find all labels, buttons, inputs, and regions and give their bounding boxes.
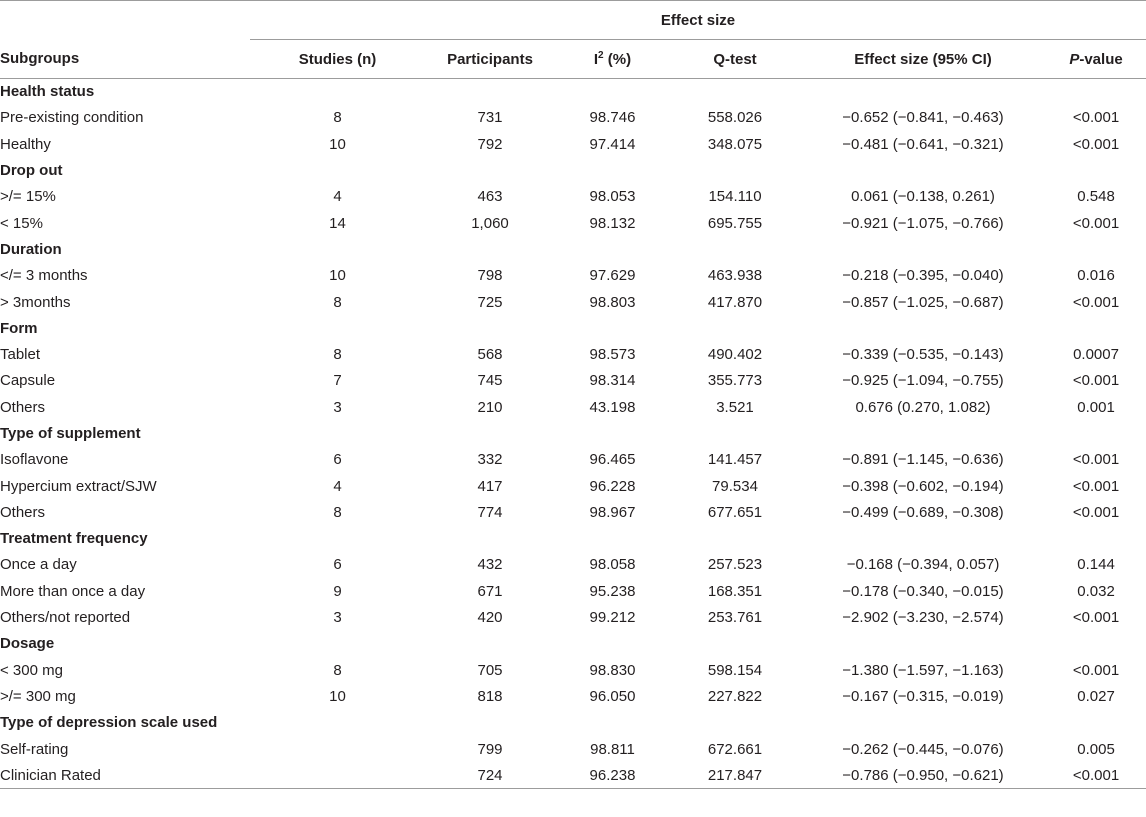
table-body <box>0 79 1146 789</box>
cell-effect-size-ci: −0.262 (−0.445, −0.076) <box>842 740 1004 758</box>
table-row <box>0 394 1146 420</box>
cell-effect-size-ci: −0.925 (−1.094, −0.755) <box>842 372 1004 390</box>
cell-q-test: 417.870 <box>707 293 763 311</box>
group-title: Duration <box>0 240 62 258</box>
header-top-row <box>0 1 1146 40</box>
cell-participants: 463 <box>477 188 503 206</box>
cell-p-value: 0.027 <box>1077 687 1115 705</box>
cell-participants: 432 <box>477 556 503 574</box>
cell-effect-size-ci: −0.921 (−1.075, −0.766) <box>842 214 1004 232</box>
cell-effect-size-ci: −0.652 (−0.841, −0.463) <box>842 109 1004 127</box>
table-row <box>0 184 1146 210</box>
table-row <box>0 263 1146 289</box>
cell-q-test: 598.154 <box>707 661 763 679</box>
cell-participants: 724 <box>425 762 555 788</box>
table-row <box>0 210 1146 236</box>
group-header-row <box>0 236 1146 262</box>
cell-effect-size-ci: −0.218 (−0.395, −0.040) <box>842 267 1004 285</box>
cell-studies: 6 <box>333 451 342 469</box>
cell-subgroup: Isoflavone <box>0 451 69 469</box>
cell-i2: 98.830 <box>589 661 636 679</box>
cell-subgroup: Others/not reported <box>0 609 131 627</box>
i2-unit: (%) <box>603 50 632 68</box>
cell-p-value: <0.001 <box>1072 503 1120 521</box>
cell-p-value: <0.001 <box>1072 451 1120 469</box>
table-row <box>0 289 1146 315</box>
cell-p-value: <0.001 <box>1072 135 1120 153</box>
cell-studies: 4 <box>333 477 342 495</box>
cell-i2: 98.803 <box>589 293 636 311</box>
table-row <box>0 736 1146 762</box>
cell-studies: 8 <box>333 293 342 311</box>
cell-subgroup: < 15% <box>0 214 43 232</box>
cell-i2: 43.198 <box>589 398 636 416</box>
cell-participants: 705 <box>477 661 503 679</box>
cell-i2: 98.132 <box>589 214 636 232</box>
col-header-i2 <box>555 40 670 79</box>
cell-participants: 568 <box>477 346 503 364</box>
cell-studies: 10 <box>329 687 346 705</box>
cell-studies <box>250 736 425 762</box>
cell-subgroup: Healthy <box>0 135 51 153</box>
cell-studies: 10 <box>329 267 346 285</box>
cell-q-test: 3.521 <box>716 398 754 416</box>
cell-p-value: 0.032 <box>1077 582 1115 600</box>
cell-i2: 98.811 <box>590 740 635 758</box>
cell-subgroup: More than once a day <box>0 582 146 600</box>
group-title: Type of depression scale used <box>0 714 218 732</box>
cell-studies: 8 <box>333 346 342 364</box>
cell-subgroup: Others <box>0 503 46 521</box>
cell-i2: 99.212 <box>589 609 636 627</box>
cell-effect-size-ci: −0.398 (−0.602, −0.194) <box>842 477 1004 495</box>
cell-participants: 671 <box>477 582 503 600</box>
cell-participants: 332 <box>477 451 503 469</box>
cell-studies: 14 <box>329 214 346 232</box>
cell-q-test: 490.402 <box>707 346 763 364</box>
cell-q-test: 253.761 <box>707 609 763 627</box>
cell-effect-size-ci: −0.168 (−0.394, 0.057) <box>846 556 1000 574</box>
cell-i2: 96.465 <box>589 451 636 469</box>
cell-effect-size-ci: −1.380 (−1.597, −1.163) <box>842 661 1004 679</box>
group-header-row <box>0 526 1146 552</box>
cell-p-value: 0.548 <box>1077 188 1115 206</box>
cell-p-value: 0.001 <box>1077 398 1115 416</box>
column-header-row <box>0 40 1146 79</box>
cell-studies: 4 <box>333 188 342 206</box>
table-row <box>0 657 1146 683</box>
col-header-participants: Participants <box>425 40 555 79</box>
cell-effect-size-ci: −0.481 (−0.641, −0.321) <box>842 135 1004 153</box>
table-row <box>0 578 1146 604</box>
col-header-p-value <box>1046 40 1146 79</box>
cell-subgroup: Capsule <box>0 372 56 390</box>
cell-participants: 798 <box>477 267 503 285</box>
table-row <box>0 473 1146 499</box>
cell-p-value: 0.144 <box>1077 556 1115 574</box>
group-title: Type of supplement <box>0 425 141 442</box>
cell-subgroup: Tablet <box>0 346 41 364</box>
cell-subgroup: > 3months <box>0 293 71 311</box>
group-title: Form <box>0 319 38 337</box>
cell-studies <box>250 762 425 788</box>
cell-participants: 799 <box>477 740 503 758</box>
cell-subgroup: Once a day <box>0 556 77 574</box>
cell-i2: 98.058 <box>589 556 636 574</box>
cell-q-test: 227.822 <box>707 687 763 705</box>
cell-effect-size-ci: 0.061 (−0.138, 0.261) <box>851 188 995 206</box>
group-title: Dosage <box>0 635 55 653</box>
group-header-row <box>0 315 1146 341</box>
p-suffix: -value <box>1079 50 1123 68</box>
cell-studies: 3 <box>333 609 342 627</box>
cell-p-value: <0.001 <box>1072 477 1120 495</box>
cell-subgroup: Clinician Rated <box>0 762 250 788</box>
cell-participants: 774 <box>477 503 503 521</box>
cell-studies: 9 <box>333 582 342 600</box>
cell-effect-size-ci: 0.676 (0.270, 1.082) <box>855 398 991 416</box>
cell-effect-size-ci: −0.891 (−1.145, −0.636) <box>842 451 1004 469</box>
cell-p-value: <0.001 <box>1046 762 1146 788</box>
cell-studies: 7 <box>333 372 342 390</box>
col-header-effect-size-ci: Effect size (95% CI) <box>800 40 1046 79</box>
i2-letter: I <box>593 50 599 68</box>
cell-i2: 98.573 <box>589 346 636 364</box>
cell-effect-size-ci: −0.499 (−0.689, −0.308) <box>842 503 1004 521</box>
table-row <box>0 762 1146 788</box>
col-header-studies: Studies (n) <box>250 40 425 79</box>
cell-studies: 8 <box>333 109 342 127</box>
cell-subgroup: </= 3 months <box>0 267 88 285</box>
cell-effect-size-ci: −0.167 (−0.315, −0.019) <box>842 687 1004 705</box>
cell-subgroup: Others <box>0 398 46 416</box>
cell-participants: 417 <box>477 477 503 495</box>
cell-p-value: <0.001 <box>1072 661 1120 679</box>
cell-i2: 96.238 <box>555 762 670 788</box>
group-header-row <box>0 420 1146 446</box>
cell-i2: 96.228 <box>589 477 636 495</box>
cell-subgroup: Pre-existing condition <box>0 109 144 127</box>
group-header-row <box>0 79 1146 105</box>
cell-i2: 98.967 <box>589 503 636 521</box>
cell-p-value: <0.001 <box>1072 214 1120 232</box>
group-title: Health status <box>0 83 95 101</box>
cell-studies: 8 <box>333 503 342 521</box>
table-row <box>0 552 1146 578</box>
cell-q-test: 695.755 <box>707 214 763 232</box>
cell-q-test: 677.651 <box>707 503 763 521</box>
cell-q-test: 355.773 <box>707 372 763 390</box>
cell-p-value: <0.001 <box>1072 372 1120 390</box>
cell-p-value: 0.005 <box>1077 740 1115 758</box>
header-spacer <box>0 1 250 40</box>
cell-p-value: <0.001 <box>1072 109 1120 127</box>
table-row <box>0 447 1146 473</box>
cell-i2: 96.050 <box>589 687 636 705</box>
table-row <box>0 604 1146 630</box>
table-row <box>0 131 1146 157</box>
col-header-q-test: Q-test <box>670 40 800 79</box>
cell-q-test: 463.938 <box>707 267 763 285</box>
p-letter: P <box>1069 50 1080 68</box>
cell-effect-size-ci: −0.339 (−0.535, −0.143) <box>842 346 1004 364</box>
cell-studies: 10 <box>329 135 346 153</box>
cell-studies: 6 <box>333 556 342 574</box>
cell-i2: 95.238 <box>589 582 636 600</box>
group-header-row <box>0 631 1146 657</box>
cell-q-test: 558.026 <box>707 109 763 127</box>
cell-q-test: 141.457 <box>707 451 763 469</box>
cell-subgroup: >/= 300 mg <box>0 687 76 705</box>
cell-i2: 98.053 <box>589 188 636 206</box>
cell-studies: 3 <box>333 398 342 416</box>
group-title: Drop out <box>0 162 63 180</box>
cell-effect-size-ci: −0.178 (−0.340, −0.015) <box>842 582 1004 600</box>
cell-participants: 420 <box>477 609 503 627</box>
cell-q-test: 672.661 <box>707 740 763 758</box>
table-row <box>0 368 1146 394</box>
cell-q-test: 348.075 <box>707 135 763 153</box>
cell-i2: 97.414 <box>589 135 636 153</box>
cell-effect-size-ci: −2.902 (−3.230, −2.574) <box>842 609 1004 627</box>
cell-p-value: 0.0007 <box>1073 346 1119 364</box>
cell-participants: 1,060 <box>471 214 509 232</box>
cell-p-value: <0.001 <box>1072 293 1120 311</box>
cell-subgroup: Self-rating <box>0 740 69 758</box>
cell-studies: 8 <box>333 661 342 679</box>
table-row <box>0 499 1146 525</box>
group-header-row <box>0 157 1146 183</box>
cell-participants: 818 <box>477 687 503 705</box>
cell-effect-size-ci: −0.857 (−1.025, −0.687) <box>842 293 1004 311</box>
group-title: Treatment frequency <box>0 530 148 548</box>
cell-participants: 725 <box>477 293 503 311</box>
cell-q-test: 217.847 <box>670 762 800 788</box>
cell-participants: 210 <box>477 398 503 416</box>
cell-p-value: <0.001 <box>1072 609 1120 627</box>
cell-subgroup: Hypercium extract/SJW <box>0 477 157 495</box>
cell-participants: 731 <box>477 109 503 127</box>
cell-i2: 98.314 <box>589 372 636 390</box>
cell-subgroup: >/= 15% <box>0 188 56 206</box>
table-row <box>0 341 1146 367</box>
effect-size-group-header: Effect size <box>250 1 1146 40</box>
cell-q-test: 79.534 <box>712 477 758 495</box>
table-row <box>0 683 1146 709</box>
group-header-row <box>0 710 1146 736</box>
col-header-subgroups: Subgroups <box>0 40 250 79</box>
cell-i2: 97.629 <box>589 267 636 285</box>
cell-participants: 792 <box>477 135 503 153</box>
cell-p-value: 0.016 <box>1077 267 1115 285</box>
cell-q-test: 257.523 <box>707 556 763 574</box>
cell-q-test: 154.110 <box>708 188 762 206</box>
cell-q-test: 168.351 <box>707 582 763 600</box>
cell-i2: 98.746 <box>589 109 636 127</box>
i2-superscript: 2 <box>598 49 604 61</box>
cell-participants: 745 <box>477 372 503 390</box>
cell-effect-size-ci: −0.786 (−0.950, −0.621) <box>800 762 1046 788</box>
table-row <box>0 105 1146 131</box>
cell-subgroup: < 300 mg <box>0 661 63 679</box>
